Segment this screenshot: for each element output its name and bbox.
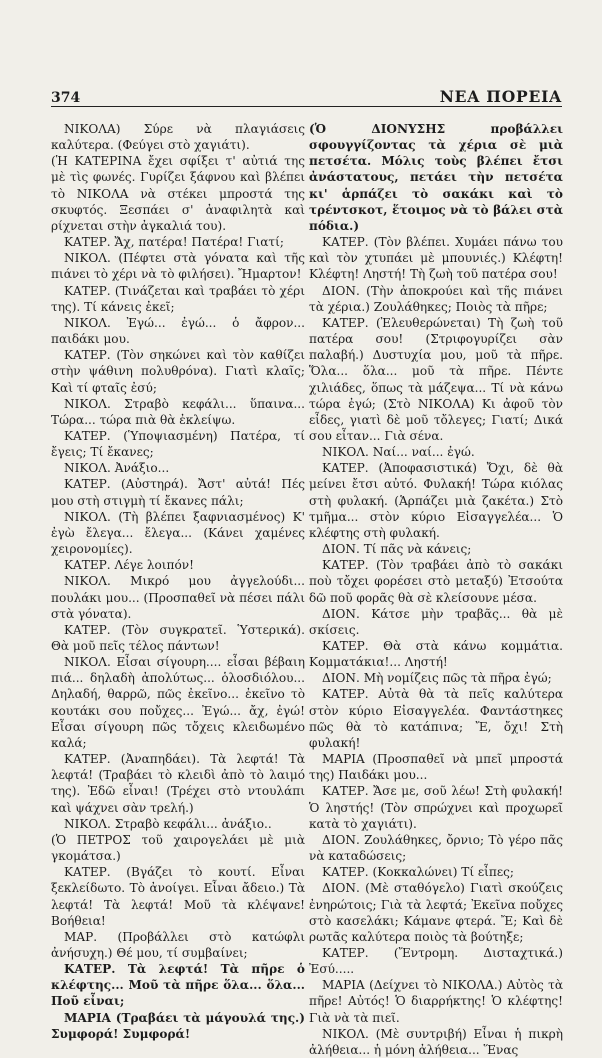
dialogue-line: ΝΙΚΟΛ. Στραβὸ κεφάλι... ἀνάξιο..	[64, 816, 272, 831]
dialogue-line: ΜΑΡ. (Προβάλλει στὸ κατώφλι ἀνήσυχη.) Θέ μου, τί συμβαίνει;	[51, 929, 305, 960]
dialogue-line: ΝΙΚΟΛ. Ναί... ναί... ἐγώ.	[322, 445, 475, 460]
dialogue-line: ΚΑΤΕΡ. Θὰ στὰ κάνω κομμάτια. Κομματάκια!... Ληστή!	[309, 639, 563, 670]
dialogue-line: ΜΑΡΙΑ (Δείχνει τὸ ΝΙΚΟΛΑ.) Αὐτὸς τὰ πῆρε! Αὐτός! Ὁ διαρρήκτης! Ὁ κλέφτης! Γιὰ νὰ τὰ πιεῖ.	[309, 978, 563, 1025]
dialogue-line: ΝΙΚΟΛ. Ἀνάξιο...	[64, 461, 170, 476]
dialogue-line: ΚΑΤΕΡ. Αὐτὰ θὰ τὰ πεῖς καλύτερα στὸν κύριο Εἰσαγγελέα. Φαντάστηκες πῶς θὰ τὸ κατάπινα; Ἔ, ὄχι! Στὴ φυλακή!	[309, 687, 563, 750]
dialogue-line: ΝΙΚΟΛ. (Τὴ βλέπει ξαφνιασμένος) Κ' ἐγὼ ἔλεγα... ἔλεγα... (Κάνει χαμένες χειρονομίες).	[51, 509, 305, 557]
dialogue-line: ΚΑΤΕΡ. Ἄχ, πατέρα! Πατέρα! Γιατί;	[64, 235, 284, 250]
dialogue-line: ΚΑΤΕΡ. (Τὸν συγκρατεῖ. Ὑστερικά). Θὰ μοῦ πεῖς τέλος πάντων!	[51, 622, 305, 653]
dialogue-line: ΚΑΤΕΡ. Λέγε λοιπόν!	[64, 558, 194, 573]
dialogue-line: ΜΑΡΙΑ (Τραβάει τὰ μάγουλά της.) Συμφορά! Συμφορά!	[51, 1010, 305, 1041]
dialogue-line: ΚΑΤΕΡ. (Τὸν βλέπει. Χυμάει πάνω του καὶ τὸν χτυπάει μὲ μπουνιές.) Κλέφτη! Κλέφτη! Ληστή! Τὴ ζωὴ τοῦ πατέρα σου!	[309, 235, 563, 282]
dialogue-line: ΚΑΤΕΡ. (Ἐλευθερώνεται) Τὴ ζωὴ τοῦ πατέρα σου! (Στριφογυρίζει σὰν παλαβή.) Δυστυχία μου, μοῦ τὰ πῆρε. Ὅλα... ὅλα... μοῦ τὰ πῆρε. Πέντε χιλιάδες, ὅπως τὰ μάζεψα... Τί νὰ κάνω τώρα ἐγώ; (Στὸ ΝΙΚΟΛΑ) Κι ἀφοῦ τὸν εἶδες, γιατὶ δὲ μοῦ τὄλεγες; Γιατί; Δικά σου εἶταν... Γιὰ σένα.	[309, 315, 563, 443]
dialogue-line: ΝΙΚΟΛ. Στραβὸ κεφάλι... ὕπαινα... Τώρα... τώρα πιὰ θὰ ἐκλείψω.	[51, 396, 305, 427]
dialogue-line: ΚΑΤΕΡ. Τὰ λεφτά! Τὰ πῆρε ὁ κλέφτης... Μοῦ τὰ πῆρε ὅλα... ὅλα... Ποῦ εἶναι;	[51, 962, 305, 1009]
dialogue-line: ΝΙΚΟΛ. (Πέφτει στὰ γόνατα καὶ τῆς πιάνει τὸ χέρι νὰ τὸ φιλήσει). Ἤμαρτον!	[51, 251, 305, 282]
dialogue-line: ΝΙΚΟΛ. Μικρό μου ἀγγελούδι... πουλάκι μου... (Προσπαθεῖ νὰ πέσει πάλι στὰ γόνατα).	[51, 574, 305, 621]
dialogue-line: ΚΑΤΕΡ. Ἄσε με, σοῦ λέω! Στὴ φυλακή! Ὁ ληστής! (Τὸν σπρώχνει καὶ προχωρεῖ κατὰ τὸ χαγιάτι).	[309, 784, 563, 831]
dialogue-line: ΚΑΤΕΡ. (Ἀναπηδάει). Τὰ λεφτά! Τὰ λεφτά! (Τραβάει τὸ κλειδὶ ἀπὸ τὸ λαιμό της). Ἐδῶ εἶναι! (Τρέχει στὸ ντουλάπι καὶ ψάχνει σὰν τρελή.)	[51, 752, 305, 815]
dialogue-line: ΚΑΤΕΡ. (Κοκκαλώνει) Τί εἶπες;	[322, 865, 514, 880]
dialogue-line: ΚΑΤΕΡ. (Τὸν σηκώνει καὶ τὸν καθίζει στὴν ψάθινη πολυθρόνα). Γιατὶ κλαῖς; Καὶ τί φταῖς ἐσύ;	[51, 348, 305, 395]
stage-direction: (Ὁ ΠΕΤΡΟΣ τοῦ χαιρογελάει μὲ μιὰ γκομάτσα.)	[51, 832, 305, 864]
dialogue-line: ΚΑΤΕΡ. (Βγάζει τὸ κουτί. Εἶναι ξεκλείδωτο. Τὸ ἀνοίγει. Εἶναι ἄδειο.) Τὰ λεφτά! Τὰ λεφτά! Μοῦ τὰ κλέψανε! Βοήθεια!	[51, 865, 305, 928]
page-number: 374	[51, 90, 81, 106]
dialogue-line: ΝΙΚΟΛ. Ἐγώ... ἐγώ... ὁ ἄφρον... παιδάκι μου.	[51, 315, 305, 347]
stage-direction: (Ἡ ΚΑΤΕΡΙΝΑ ἔχει σφίξει τ' αὐτιά της μὲ τὶς φωνές. Γυρίζει ξάφνου καὶ βλέπει τὸ ΝΙΚΟΛΑ νὰ στέκει μπροστά της σκυφτός. Ξεσπάει σ' ἀναφιλητὰ καὶ ρίχνεται στὴν ἀγκαλιά του).	[51, 154, 305, 233]
dialogue-line: ΝΙΚΟΛ. (Μὲ συντριβή) Εἶναι ἡ πικρὴ ἀλήθεια... ἡ μόνη ἀλήθεια... Ἕνας	[309, 1026, 563, 1057]
dialogue-line: ΚΑΤΕΡ. (Ἀποφασιστικά) Ὄχι, δὲ θὰ μείνει ἔτσι αὐτό. Φυλακή! Τώρα κιόλας στὴ φυλακή. (Ἁρπάζει μιὰ ζακέτα.) Στὸ τμῆμα... στὸν κύριο Εἰσαγγελέα... Ὁ κλέφτης στὴ φυλακή.	[309, 461, 563, 540]
right-text-column	[309, 121, 563, 1058]
dialogue-line: ΔΙΟΝ. (Τὴν ἀποκρούει καὶ τῆς πιάνει τὰ χέρια.) Ζουλάθηκες; Ποιὸς τὰ πῆρε;	[309, 283, 563, 314]
dialogue-line: ΔΙΟΝ. Τί πᾶς νὰ κάνεις;	[322, 542, 472, 557]
dialogue-line: ΝΙΚΟΛ. Εἶσαι σίγουρη.... εἶσαι βέβαιη πιά... δηλαδὴ ἀπολύτως... ὁλοσδιόλου... Δηλαδή, θαρρῶ, πῶς ἐκεῖνο... ἐκεῖνο τὸ κουτάκι σου ποὔχες... Ἐγώ... ἄχ, ἐγώ! Εἶσαι σίγουρη πῶς τὄχεις κλειδωμένο καλά;	[51, 655, 305, 750]
dialogue-line: ΝΙΚΟΛΑ) Σύρε νὰ πλαγιάσεις καλύτερα. (Φεύγει στὸ χαγιάτι).	[51, 122, 305, 153]
dialogue-line: ΚΑΤΕΡ. (Τὸν τραβάει ἀπὸ τὸ σακάκι ποὺ τὄχει φορέσει στὸ μεταξύ) Ἐτσούτα δῶ ποῦ φορᾶς θὰ σὲ κλείσουνε μέσα.	[309, 558, 563, 605]
dialogue-line: ΔΙΟΝ. Μὴ νομίζεις πῶς τὰ πῆρα ἐγώ;	[322, 671, 552, 686]
dialogue-line: ΔΙΟΝ. (Μὲ σταθόγελο) Γιατὶ σκούζεις ἐνηρώτοις; Γιὰ τὰ λεφτά; Ἐκεῖνα ποὔχες στὸ κασελάκι; Κάμανε φτερά. Ἔ; Καὶ δὲ ρωτᾶς καλύτερα ποιὸς τὰ βούτηξε;	[309, 881, 563, 944]
running-head: ΝΕΑ ΠΟΡΕΙΑ	[439, 87, 562, 106]
dialogue-line: ΔΙΟΝ. Ζουλάθηκες, ὄρνιο; Τὸ γέρο πᾶς νὰ καταδώσεις;	[309, 832, 563, 864]
page-header	[51, 84, 562, 107]
dialogue-line: ΔΙΟΝ. Κάτσε μὴν τραβᾶς... θὰ μὲ σκίσεις.	[309, 606, 563, 637]
dialogue-line: ΚΑΤΕΡ. (Τινάζεται καὶ τραβάει τὸ χέρι της). Τί κάνεις ἐκεῖ;	[51, 283, 305, 314]
dialogue-line: ΚΑΤΕΡ. (Ὑποψιασμένη) Πατέρα, τί ἔγεις; Τί ἔκανες;	[51, 428, 305, 460]
dialogue-line: ΚΑΤΕΡ. (Ἔντρομη. Δισταχτικά.) Ἐσύ.....	[309, 945, 563, 977]
dialogue-line: ΜΑΡΙΑ (Προσπαθεῖ νὰ μπεῖ μπροστά της) Παιδάκι μου...	[309, 752, 563, 783]
dialogue-line: ΚΑΤΕΡ. (Αὐστηρά). Ἄστ' αὐτά! Πές μου στὴ στιγμὴ τί ἔκανες πάλι;	[51, 477, 305, 508]
stage-direction: (Ὁ ΔΙΟΝΥΣΗΣ προβάλλει σφουγγίζοντας τὰ χέρια σὲ μιὰ πετσέτα. Μόλις τοὺς βλέπει ἔτσι ἀνάστατους, πετάει τὴν πετσέτα κι' ἁρπάζει τὸ σακάκι καὶ τὸ τρέντσκοτ, ἕτοιμος νὰ τὸ βάλει στὰ πόδια.)	[309, 122, 563, 233]
left-text-column	[51, 121, 305, 1042]
